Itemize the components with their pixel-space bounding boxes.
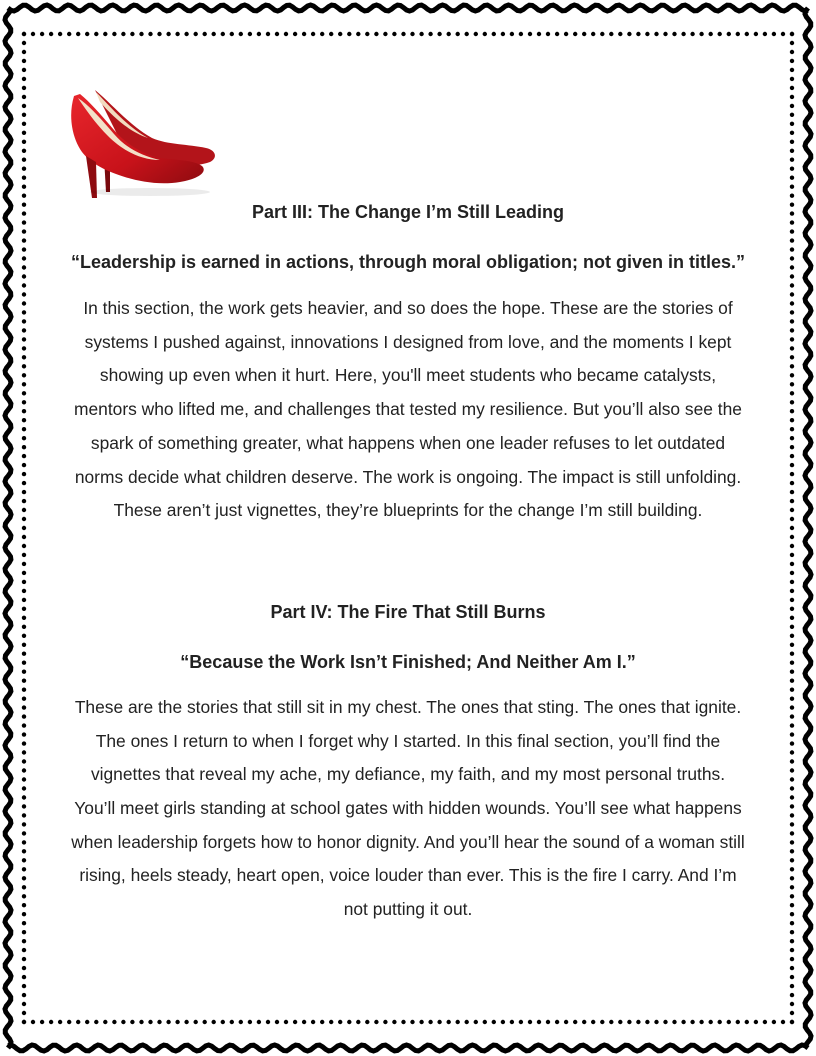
border-dot — [257, 32, 261, 36]
border-dot — [790, 984, 794, 988]
border-dot — [573, 32, 577, 36]
border-dot — [419, 32, 423, 36]
border-dot — [636, 1020, 640, 1024]
border-dot — [383, 1020, 387, 1024]
border-dot — [22, 930, 26, 934]
border-dot — [374, 1020, 378, 1024]
border-dot — [790, 140, 794, 144]
border-dot — [428, 32, 432, 36]
border-dot — [121, 1020, 125, 1024]
border-dot — [22, 68, 26, 72]
border-dot — [166, 32, 170, 36]
border-dot — [410, 32, 414, 36]
border-dot — [790, 131, 794, 135]
border-dot — [636, 32, 640, 36]
border-dot — [67, 32, 71, 36]
border-dot — [40, 1020, 44, 1024]
section-heading-part-iv: Part IV: The Fire That Still Burns — [270, 601, 546, 622]
border-dot — [275, 1020, 279, 1024]
border-dot — [302, 1020, 306, 1024]
border-dot — [763, 32, 767, 36]
border-dot — [22, 984, 26, 988]
border-dot — [311, 32, 315, 36]
border-dot — [194, 1020, 198, 1024]
border-dot — [22, 113, 26, 117]
border-dot — [22, 59, 26, 63]
border-dot — [510, 32, 514, 36]
border-dot — [754, 32, 758, 36]
border-dot — [22, 158, 26, 162]
border-dot — [365, 32, 369, 36]
border-dot — [600, 1020, 604, 1024]
border-dot — [654, 32, 658, 36]
border-dot — [157, 32, 161, 36]
border-dot — [790, 957, 794, 961]
border-dot — [22, 975, 26, 979]
border-dot — [76, 1020, 80, 1024]
border-dot — [528, 1020, 532, 1024]
border-dot — [230, 1020, 234, 1024]
border-dot — [22, 993, 26, 997]
border-dot — [22, 122, 26, 126]
border-dot — [130, 1020, 134, 1024]
paragraph-line: systems I pushed against, innovations I designed from love, and the moments I kept — [84, 331, 732, 352]
border-dot — [284, 32, 288, 36]
paragraph-line: norms decide what children deserve. The work is ongoing. The impact is still unfolding. — [74, 466, 742, 487]
border-dot — [166, 1020, 170, 1024]
section-quote-part-iii: “Leadership is earned in actions, through moral obligation; not given in titles.” — [70, 252, 746, 272]
border-dot — [546, 32, 550, 36]
border-dot — [103, 32, 107, 36]
border-dot — [248, 32, 252, 36]
border-dot — [663, 1020, 667, 1024]
border-dot — [474, 1020, 478, 1024]
border-dot — [22, 167, 26, 171]
border-dot — [790, 167, 794, 171]
border-dot — [790, 930, 794, 934]
border-dot — [365, 1020, 369, 1024]
border-dot — [790, 1020, 794, 1024]
border-dot — [85, 32, 89, 36]
border-dot — [94, 1020, 98, 1024]
border-dot — [157, 1020, 161, 1024]
paragraph-line: not putting it out. — [343, 899, 473, 920]
border-dot — [374, 32, 378, 36]
border-dot — [22, 176, 26, 180]
border-dot — [428, 1020, 432, 1024]
border-dot — [302, 32, 306, 36]
border-dot — [311, 1020, 315, 1024]
border-dot — [681, 1020, 685, 1024]
border-dot — [501, 32, 505, 36]
border-dot — [465, 1020, 469, 1024]
section-paragraph-part-iv — [22, 691, 794, 927]
border-dot — [447, 1020, 451, 1024]
border-dot — [573, 1020, 577, 1024]
border-dot — [790, 1002, 794, 1006]
border-dot — [456, 32, 460, 36]
border-dot — [510, 1020, 514, 1024]
border-dot — [564, 32, 568, 36]
border-dot — [790, 68, 794, 72]
paragraph-line: You’ll meet girls standing at school gates with hidden wounds. You’ll see what happens — [74, 798, 742, 819]
border-dot — [681, 32, 685, 36]
paragraph-line: vignettes that reveal my ache, my defiance, my faith, and my most personal truths. — [90, 764, 726, 785]
border-dot — [447, 32, 451, 36]
border-dot — [338, 1020, 342, 1024]
border-dot — [555, 1020, 559, 1024]
border-dot — [329, 32, 333, 36]
page-content — [22, 196, 794, 927]
border-dot — [103, 1020, 107, 1024]
border-dot — [175, 1020, 179, 1024]
paragraph-line: mentors who lifted me, and challenges that tested my resilience. But you’ll also see the — [74, 399, 742, 420]
border-dot — [293, 1020, 297, 1024]
border-dot — [654, 1020, 658, 1024]
border-dot — [555, 32, 559, 36]
border-dot — [194, 32, 198, 36]
border-dot — [130, 32, 134, 36]
border-dot — [248, 1020, 252, 1024]
border-dot — [474, 32, 478, 36]
paragraph-line: spark of something greater, what happens when one leader refuses to let outdated — [90, 432, 726, 453]
section-heading-part-iii: Part III: The Change I’m Still Leading — [251, 202, 565, 222]
border-dot — [239, 1020, 243, 1024]
border-dot — [203, 32, 207, 36]
border-dot — [727, 32, 731, 36]
section-quote-part-iv: “Because the Work Isn’t Finished; And Neither Am I.” — [180, 651, 636, 672]
border-dot — [22, 948, 26, 952]
border-dot — [58, 1020, 62, 1024]
border-dot — [790, 948, 794, 952]
border-dot — [790, 113, 794, 117]
border-dot — [790, 158, 794, 162]
border-dot — [148, 32, 152, 36]
border-dot — [85, 1020, 89, 1024]
border-dot — [772, 32, 776, 36]
border-dot — [456, 1020, 460, 1024]
border-dot — [257, 1020, 261, 1024]
border-dot — [22, 41, 26, 45]
border-dot — [709, 32, 713, 36]
border-dot — [49, 32, 53, 36]
border-dot — [718, 1020, 722, 1024]
border-dot — [22, 140, 26, 144]
border-dot — [392, 32, 396, 36]
border-dot — [736, 32, 740, 36]
border-dot — [609, 1020, 613, 1024]
border-dot — [239, 32, 243, 36]
border-dot — [22, 86, 26, 90]
border-dot — [22, 149, 26, 153]
border-dot — [67, 1020, 71, 1024]
border-dot — [790, 1011, 794, 1015]
red-high-heel-shoe-icon — [60, 82, 225, 202]
border-dot — [790, 176, 794, 180]
wavy-border-edge — [8, 5, 808, 11]
paragraph-line: showing up even when it hurt. Here, you'll meet students who became catalysts, — [99, 365, 717, 386]
border-dot — [401, 1020, 405, 1024]
border-dot — [320, 1020, 324, 1024]
border-dot — [49, 1020, 53, 1024]
border-dot — [31, 1020, 35, 1024]
border-dot — [528, 32, 532, 36]
border-dot — [22, 50, 26, 54]
paragraph-line: The ones I return to when I forget why I started. In this final section, you’ll find the — [95, 730, 721, 751]
border-dot — [546, 1020, 550, 1024]
border-dot — [645, 32, 649, 36]
border-dot — [745, 32, 749, 36]
border-dot — [618, 1020, 622, 1024]
border-dot — [347, 32, 351, 36]
border-dot — [663, 32, 667, 36]
border-dot — [329, 1020, 333, 1024]
border-dot — [645, 1020, 649, 1024]
border-dot — [139, 32, 143, 36]
border-dot — [699, 32, 703, 36]
border-dot — [672, 32, 676, 36]
border-dot — [690, 32, 694, 36]
border-dot — [139, 1020, 143, 1024]
border-dot — [284, 1020, 288, 1024]
border-dot — [790, 104, 794, 108]
border-dot — [437, 32, 441, 36]
border-dot — [31, 32, 35, 36]
border-dot — [293, 32, 297, 36]
border-dot — [94, 32, 98, 36]
border-dot — [790, 993, 794, 997]
border-dot — [591, 1020, 595, 1024]
border-dot — [790, 966, 794, 970]
border-dot — [519, 32, 523, 36]
border-dot — [22, 131, 26, 135]
border-dot — [356, 32, 360, 36]
border-dot — [492, 32, 496, 36]
border-dot — [266, 32, 270, 36]
border-dot — [22, 77, 26, 81]
border-dot — [401, 32, 405, 36]
border-dot — [790, 59, 794, 63]
border-dot — [148, 1020, 152, 1024]
border-dot — [736, 1020, 740, 1024]
border-dot — [591, 32, 595, 36]
border-dot — [410, 1020, 414, 1024]
border-dot — [221, 32, 225, 36]
border-dot — [22, 95, 26, 99]
border-dot — [419, 1020, 423, 1024]
border-dot — [718, 32, 722, 36]
border-dot — [203, 1020, 207, 1024]
border-dot — [564, 1020, 568, 1024]
border-dot — [22, 966, 26, 970]
border-dot — [772, 1020, 776, 1024]
border-dot — [600, 32, 604, 36]
border-dot — [727, 1020, 731, 1024]
border-dot — [22, 1020, 26, 1024]
border-dot — [465, 32, 469, 36]
border-dot — [690, 1020, 694, 1024]
border-dot — [212, 1020, 216, 1024]
border-dot — [790, 122, 794, 126]
border-dot — [76, 32, 80, 36]
border-dot — [112, 1020, 116, 1024]
border-dot — [383, 32, 387, 36]
border-dot — [266, 1020, 270, 1024]
border-dot — [790, 185, 794, 189]
border-dot — [537, 1020, 541, 1024]
border-dot — [22, 1011, 26, 1015]
border-dot — [627, 1020, 631, 1024]
border-dot — [790, 95, 794, 99]
border-dot — [790, 975, 794, 979]
border-dot — [184, 32, 188, 36]
border-dot — [790, 50, 794, 54]
border-dot — [121, 32, 125, 36]
border-dot — [22, 104, 26, 108]
border-dot — [501, 1020, 505, 1024]
border-dot — [175, 32, 179, 36]
border-dot — [356, 1020, 360, 1024]
border-dot — [754, 1020, 758, 1024]
border-dot — [483, 1020, 487, 1024]
border-dot — [392, 1020, 396, 1024]
border-dot — [184, 1020, 188, 1024]
border-dot — [582, 32, 586, 36]
border-dot — [790, 32, 794, 36]
border-dot — [437, 1020, 441, 1024]
border-dot — [40, 32, 44, 36]
border-dot — [519, 1020, 523, 1024]
border-dot — [58, 32, 62, 36]
border-dot — [582, 1020, 586, 1024]
border-dot — [790, 149, 794, 153]
border-dot — [627, 32, 631, 36]
border-dot — [112, 32, 116, 36]
border-dot — [618, 32, 622, 36]
border-dot — [745, 1020, 749, 1024]
border-dot — [781, 32, 785, 36]
border-dot — [22, 185, 26, 189]
border-dot — [781, 1020, 785, 1024]
border-dot — [275, 32, 279, 36]
border-dot — [22, 939, 26, 943]
border-dot — [230, 32, 234, 36]
border-dot — [537, 32, 541, 36]
border-dot — [699, 1020, 703, 1024]
border-dot — [763, 1020, 767, 1024]
border-dot — [347, 1020, 351, 1024]
border-dot — [492, 1020, 496, 1024]
border-dot — [790, 86, 794, 90]
paragraph-line: These aren’t just vignettes, they’re blueprints for the change I’m still building. — [113, 500, 703, 521]
border-dot — [709, 1020, 713, 1024]
wavy-border-edge — [805, 8, 811, 1048]
paragraph-line: In this section, the work gets heavier, and so does the hope. These are the stories of — [83, 298, 733, 318]
paragraph-line: rising, heels steady, heart open, voice louder than ever. This is the fire I carry. And I’m — [79, 865, 737, 886]
paragraph-line: when leadership forgets how to honor dignity. And you’ll hear the sound of a woman still — [71, 831, 745, 852]
border-dot — [338, 32, 342, 36]
border-dot — [790, 77, 794, 81]
border-dot — [483, 32, 487, 36]
border-dot — [790, 939, 794, 943]
border-dot — [212, 32, 216, 36]
border-dot — [672, 1020, 676, 1024]
wavy-border-edge — [5, 8, 11, 1048]
border-dot — [790, 41, 794, 45]
border-dot — [221, 1020, 225, 1024]
wavy-border-edge — [8, 1045, 808, 1051]
border-dot — [22, 1002, 26, 1006]
paragraph-line: These are the stories that still sit in my chest. The ones that sting. The ones that ignite. — [74, 696, 742, 717]
section-paragraph-part-iii — [22, 292, 794, 528]
border-dot — [22, 32, 26, 36]
border-dot — [22, 957, 26, 961]
border-dot — [320, 32, 324, 36]
border-dot — [609, 32, 613, 36]
